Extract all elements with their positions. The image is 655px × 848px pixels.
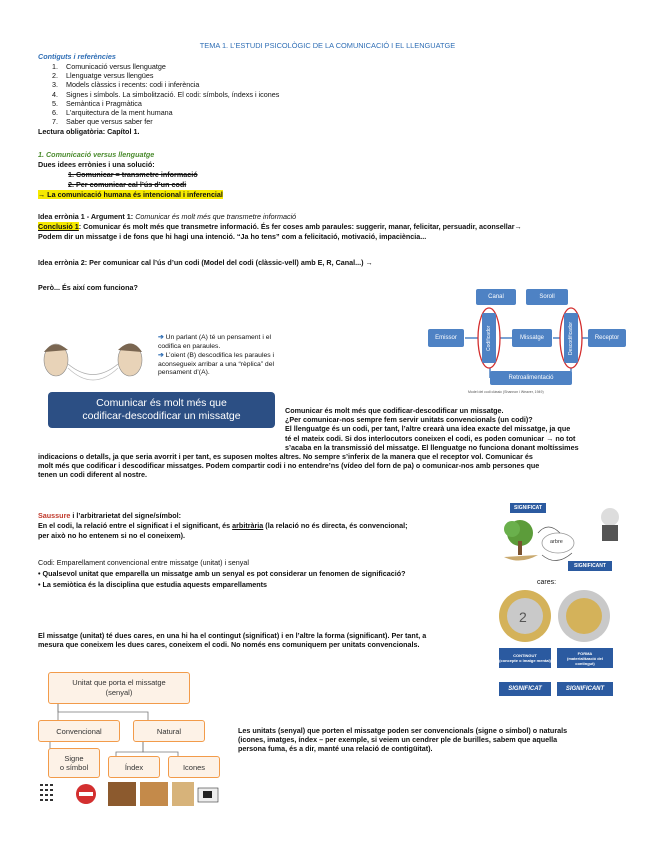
speaker-bullet: ➔ Un parlant (A) té un pensament i el codifica en paraules. — [158, 334, 272, 350]
retro-box: Retroalimentació — [490, 371, 572, 385]
contents-heading: Contiguts i referències — [38, 52, 116, 61]
list-item: 6. L’arquitectura de la ment humana — [52, 108, 173, 118]
tree-root: Unitat que porta el missatge (senyal) — [48, 672, 190, 704]
missatge-box: Missatge — [512, 329, 552, 347]
cares-label: cares: — [537, 579, 557, 586]
speaker-bullet: ➔ L’oient (B) descodifica les paraules i aconsegueix arribar a una “rèplica” del pensament d’(A). — [158, 352, 275, 377]
conclusion1: Conclusió 1: Comunicar és molt més que transmetre informació. És fer coses amb paraules: suggerir, manar, felicitar, persuadir, aconsellar→ — [38, 222, 522, 231]
tree-natural: Natural — [133, 720, 205, 742]
codificador-box: Codificador — [482, 313, 496, 363]
saussure-line1: En el codi, la relació entre el significat i el significant, és arbitrària (la relació no és directa, és convencional; — [38, 521, 408, 530]
codi-bullet: • La semiòtica és la disciplina que estudia aquests emparellaments — [38, 580, 268, 589]
heads-image — [38, 330, 148, 400]
descodificador-box: Descodificador — [564, 313, 578, 363]
diagram-caption: Model del codi clàssic (Shannon i Weaver, 1949) — [468, 390, 544, 394]
tree-convencional: Convencional — [38, 720, 120, 742]
tree-index: Índex — [108, 756, 160, 778]
sign-diagram — [498, 503, 623, 575]
saussure-heading: Saussure i l’arbitrarietat del signe/símbol: — [38, 511, 182, 520]
tree-signe: Signe o símbol — [48, 748, 100, 778]
pero-question: Però... És així com funciona? — [38, 283, 138, 292]
saussure-line2: per això no ho entenem si no el coneixem). — [38, 531, 185, 540]
list-item: 1. Comunicació versus llenguatge — [52, 62, 166, 71]
list-item: 5. Semàntica i Pragmàtica — [52, 98, 142, 108]
page-title: TEMA 1. L’ESTUDI PSICOLÒGIC DE LA COMUNICACIÓ I EL LLENGUATGE — [199, 41, 456, 50]
codi-heading: Codi: Emparellament convencional entre missatge (unitat) i senyal — [38, 558, 249, 567]
list-item: 7. Saber que versus saber fer — [52, 117, 153, 127]
emissor-box: Emissor — [428, 329, 464, 347]
forma-label: FORMA (materialització del contingut) — [557, 648, 613, 668]
section-heading: 1. Comunicació versus llenguatge — [38, 150, 155, 159]
solution: → La comunicació humana és intencional i inferencial — [38, 190, 223, 199]
list-item: 2. Llenguatge versus llengües — [52, 71, 154, 81]
codi-bullet: • Qualsevol unitat que emparella un missatge amb un senyal es pot considerar un fenomen de significació? — [38, 569, 406, 578]
tree-icones: Icones — [168, 756, 220, 778]
reading-note: Lectura obligatòria: Capítol 1. — [38, 127, 140, 136]
two-ideas: Dues idees errònies i una solució: — [38, 160, 155, 169]
missatge-para: El missatge (unitat) té dues cares, en una hi ha el contingut (significat) i en l’altre la forma (significant). Per tant, a mesura que coneixem les dues cares, coneixem el codi. No només ens comuniquem per unitats convencionals. — [38, 631, 427, 650]
significat-coin-label: SIGNIFICAT — [499, 682, 551, 696]
right-para: Comunicar és molt més que codificar-descodificar un missatge. ¿Per comunicar-nos sempre fem servir unitats convencionals (un codi)? El llenguatge és un codi, per tant, l’altre crearà una idea exacte del missatge, ja que té el mateix codi. Si dos interlocutors coneixen el codi, es poden comunicar → no tot s’acaba en la transmissió del missatge. El llenguatge no funciona donant moltíssimes — [285, 406, 579, 452]
banner: Comunicar és molt més que codificar-descodificar un missatge — [48, 392, 275, 428]
receptor-box: Receptor — [588, 329, 626, 347]
soroll-box: Soroll — [526, 289, 568, 305]
contingut-label: CONTINGUT (concepte o imatge mental) — [499, 648, 551, 668]
coins-svg — [498, 588, 614, 646]
contents-list — [38, 62, 279, 126]
unit-tree-diagram — [38, 672, 223, 812]
code-model-diagram — [428, 283, 628, 398]
unitats-para: Les unitats (senyal) que porten el missatge poden ser convencionals (signe o símbol) o naturals (icones, imatges, índex – per exemple, si veiem un cendrer ple de burilles, sabem que aquella persona fuma, és a dir, manté una relació de contigüitat). — [238, 726, 568, 754]
svg-text:2: 2 — [519, 609, 527, 625]
list-item: 4. Signes i símbols. La simbolització. El codi: símbols, índexs i icones — [52, 89, 280, 99]
coins-image — [498, 588, 614, 646]
wrong-idea-1: 1. Comunicar = transmetre informació — [68, 170, 198, 179]
conclusion1-line2: Podem dir un missatge i de fons que hi hagi una intenció. “Ja ho tens” com a felicitació, motivació, impaciència... — [38, 232, 427, 241]
list-item: 3. Models clàssics i recents: codi i inferència — [52, 80, 200, 90]
significant-coin-label: SIGNIFICANT — [557, 682, 613, 696]
tree-pictograms — [38, 780, 223, 808]
full-para: indicacions o detalls, ja que seria avorrit i per tant, es suposen moltes altres. No sempre s’inferix de la manera que el receptor vol. Comunicar és molt més que codificar i descodificar missatges. Podem compartir codi i no entendre’ns (vídeo del forn de pa) o comunicar-nos amb persones que tenen un codi diferent al nostre. — [38, 452, 540, 480]
idea2: Idea errònia 2: Per comunicar cal l’ús d’un codi (Model del codi (clàssic-vell) amb E, R, Canal...) → — [38, 258, 373, 267]
significant-label: SIGNIFICANT — [568, 561, 612, 571]
canal-box: Canal — [476, 289, 516, 305]
wrong-idea-2: 2. Per comunicar cal l’ús d’un codi — [68, 180, 187, 189]
significat-label: SIGNIFICAT — [510, 503, 546, 513]
idea1: Idea errònia 1 - Argument 1: Comunicar és molt més que transmetre informació — [38, 212, 297, 221]
speakers-illustration — [38, 330, 148, 400]
speaker-bullets — [158, 334, 276, 378]
arbre-word: arbre — [550, 539, 563, 545]
